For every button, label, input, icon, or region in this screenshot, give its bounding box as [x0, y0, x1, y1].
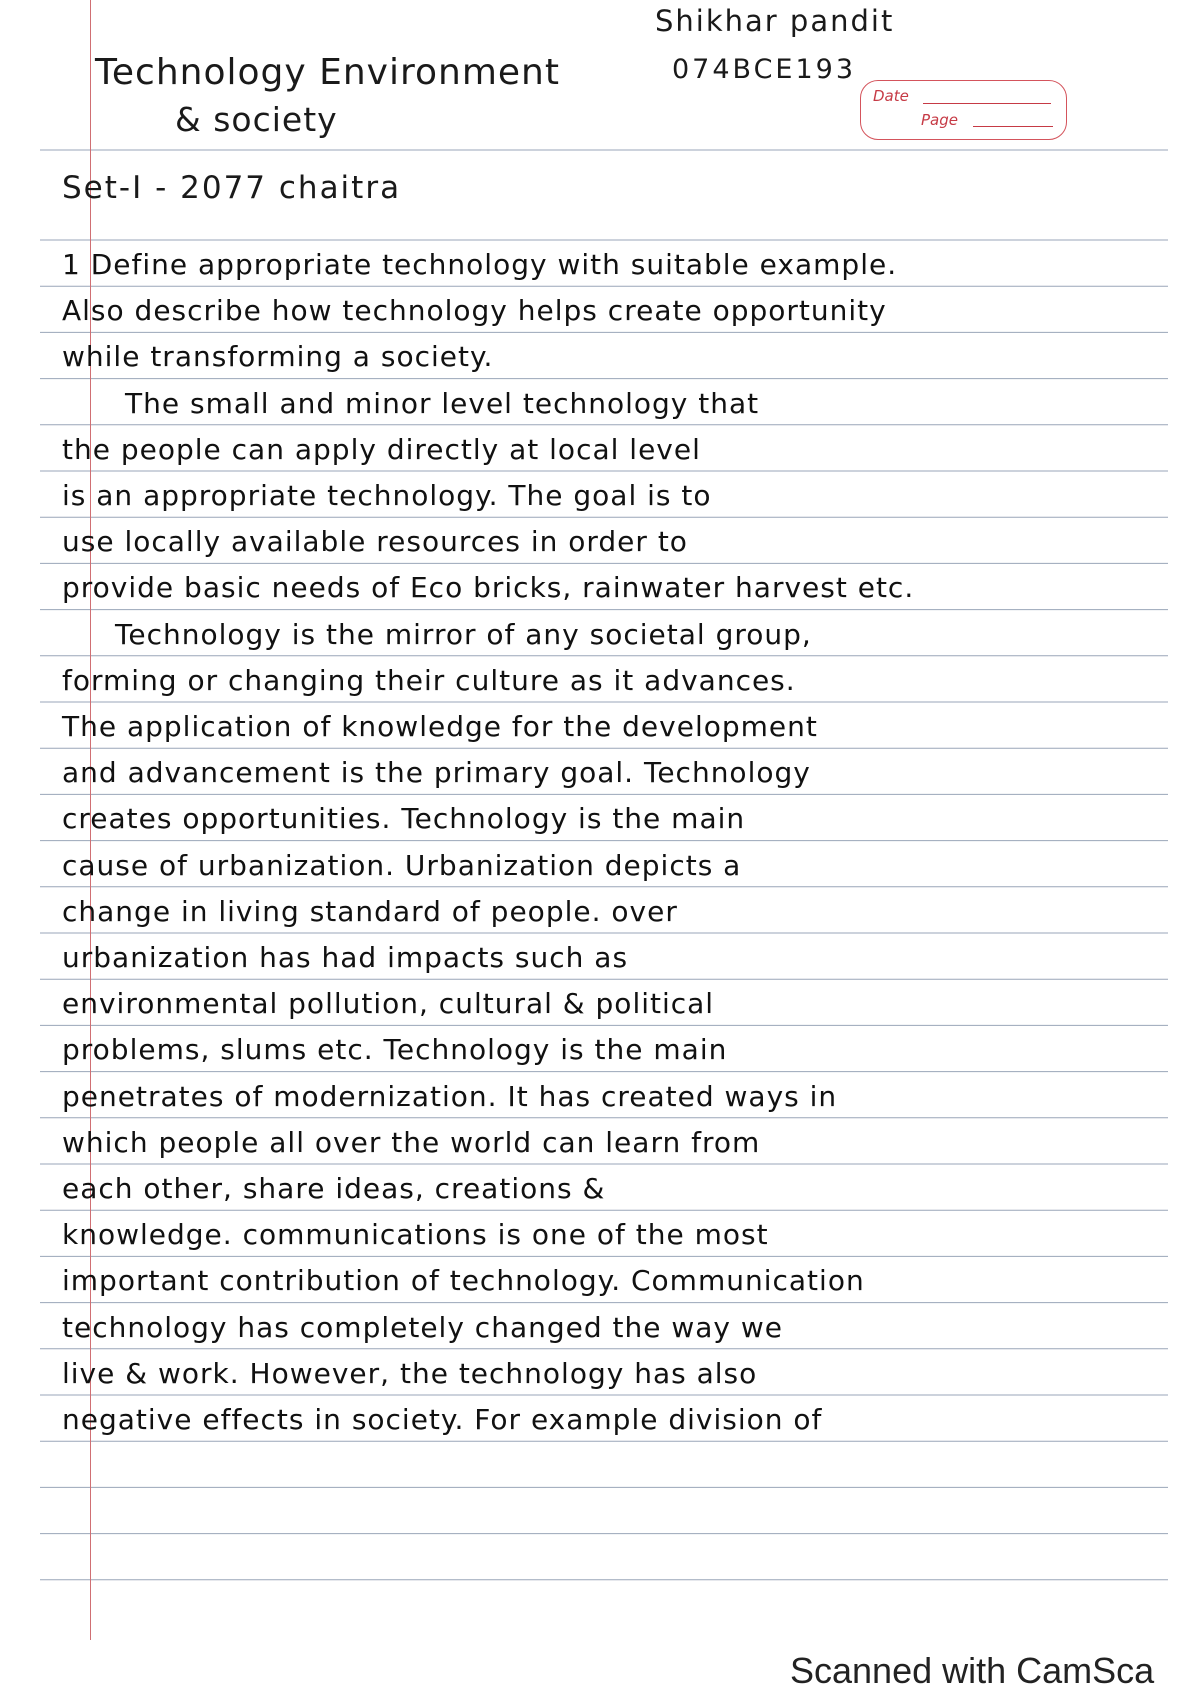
handwritten-line: is an appropriate technology. The goal is to [62, 479, 712, 512]
page-label: Page [921, 111, 958, 129]
page-underline [973, 126, 1053, 127]
subject-title-line-2: & society [175, 100, 338, 139]
scanner-watermark: Scanned with CamSca [790, 1650, 1155, 1691]
date-page-box [860, 80, 1067, 140]
handwritten-line: technology has completely changed the way we [62, 1310, 784, 1344]
author-name: Shikhar pandit [655, 4, 895, 38]
handwritten-line: creates opportunities. Technology is the main [62, 802, 746, 836]
handwritten-line: the people can apply directly at local level [62, 432, 701, 466]
handwritten-line: negative effects in society. For example division of [62, 1403, 823, 1436]
handwritten-line: important contribution of technology. Communication [62, 1264, 865, 1298]
date-underline [923, 103, 1051, 104]
handwritten-line: which people all over the world can learn from [62, 1125, 761, 1159]
handwritten-line: provide basic needs of Eco bricks, rainwater harvest etc. [62, 571, 915, 605]
handwritten-line: The small and minor level technology that [125, 386, 760, 420]
date-label: Date [873, 87, 909, 105]
handwritten-line: use locally available resources in order to [62, 525, 688, 559]
handwritten-line: while transforming a society. [62, 340, 494, 374]
handwritten-line: urbanization has had impacts such as [62, 941, 629, 974]
handwritten-line: live & work. However, the technology has also [62, 1356, 758, 1390]
handwritten-line: environmental pollution, cultural & political [62, 987, 715, 1021]
subject-title-line-1: Technology Environment [95, 52, 560, 93]
handwritten-line: problems, slums etc. Technology is the main [62, 1033, 728, 1067]
handwritten-line: Technology is the mirror of any societal group, [115, 617, 812, 651]
handwritten-line: The application of knowledge for the development [62, 710, 818, 743]
handwritten-line: knowledge. communications is one of the most [62, 1218, 769, 1252]
handwritten-line: change in living standard of people. over [62, 894, 678, 928]
set-heading: Set-I - 2077 chaitra [62, 170, 402, 206]
roll-number: 074BCE193 [672, 54, 857, 85]
handwritten-line: Also describe how technology helps create opportunity [62, 294, 887, 328]
handwritten-line: penetrates of modernization. It has created ways in [62, 1079, 838, 1113]
handwritten-line: each other, share ideas, creations & [62, 1172, 606, 1205]
handwritten-line: cause of urbanization. Urbanization depicts a [62, 848, 742, 882]
handwritten-line: 1 Define appropriate technology with suitable example. [62, 248, 898, 281]
handwritten-line: and advancement is the primary goal. Technology [62, 756, 811, 790]
handwritten-line: forming or changing their culture as it advances. [62, 663, 796, 697]
